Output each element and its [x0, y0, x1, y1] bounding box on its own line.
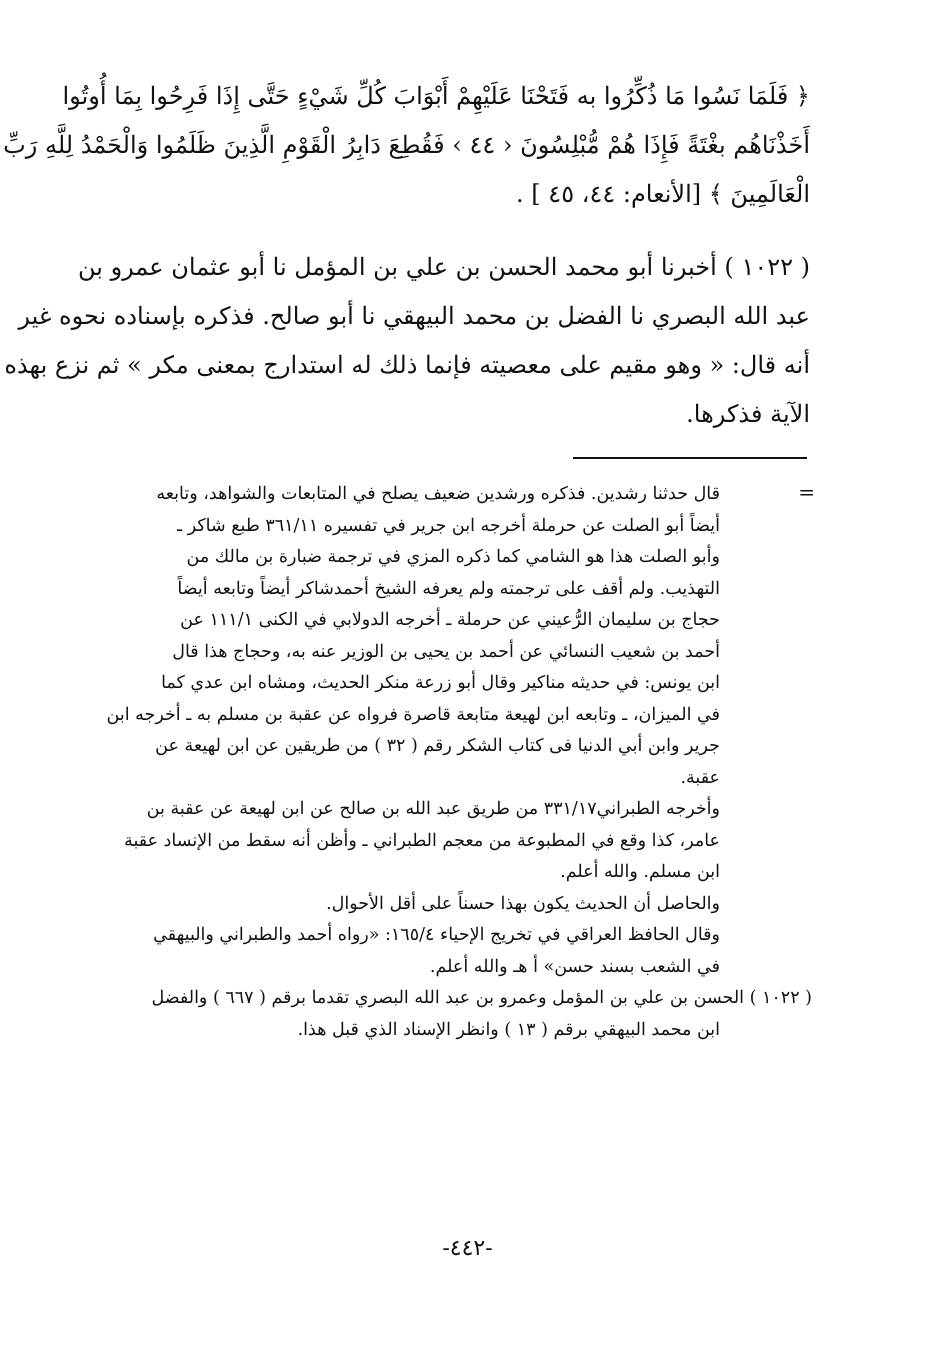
footnote-line: عقبة.: [680, 767, 720, 788]
footnote-line: ابن يونس: في حديثه مناكير وقال أبو زرعة منكر الحديث، ومشاه ابن عدي كما: [161, 673, 720, 693]
footnote-divider: [573, 457, 807, 459]
footnote-line: والحاصل أن الحديث يكون بهذا حسناً على أقل الأحوال.: [326, 893, 720, 914]
hadith-line: أنه قال: « وهو مقيم على معصيته فإنما ذلك له استدارج بمعنى مكر » ثم نزع بهذه: [4, 351, 810, 379]
quran-verse-line: الْعَالَمِينَ ﴾ [الأنعام: ٤٤، ٤٥ ] .: [516, 180, 810, 208]
quran-verse-line: ﴿ فَلَمَا نَسُوا مَا ذُكِّرُوا به فَتَحْنَا عَلَيْهِمْ أَبْوَابَ كُلِّ شَيْءٍ حَتَّى إِذَا فَرِحُوا بِمَا أُوتُوا: [62, 82, 810, 110]
footnote-line: ( ١٠٢٢ ) الحسن بن علي بن المؤمل وعمرو بن عبد الله البصري تقدما برقم ( ٦٦٧ ) والفضل: [151, 988, 812, 1008]
footnote-line: جرير وابن أبي الدنيا فى كتاب الشكر رقم ( ٣٢ ) من طريقين عن ابن لهيعة عن: [155, 736, 720, 756]
footnote-line: قال حدثنا رشدين. فذكره ورشدين ضعيف يصلح في المتابعات والشواهد، وتابعه: [156, 484, 720, 504]
footnote-line: ابن مسلم. والله أعلم.: [560, 862, 720, 882]
footnotes: [100, 479, 812, 1046]
hadith-line: ( ١٠٢٢ ) أخبرنا أبو محمد الحسن بن علي بن المؤمل نا أبو عثمان عمرو بن: [78, 253, 810, 281]
footnote-line: أحمد بن شعيب النسائي عن أحمد بن يحيى بن الوزير عنه به، وحجاج هذا قال: [172, 641, 720, 662]
footnote-line: وأبو الصلت هذا هو الشامي كما ذكره المزي في ترجمة ضبارة بن مالك من: [186, 547, 720, 567]
hadith-line: عبد الله البصري نا الفضل بن محمد البيهقي نا أبو صالح. فذكره بإسناده نحوه غير: [18, 302, 810, 330]
footnote-line: أيضاً أبو الصلت عن حرملة أخرجه ابن جرير في تفسيره ٣٦١/١١ طبع شاكر ـ: [177, 515, 720, 536]
hadith-line: الآية فذكرها.: [686, 400, 810, 428]
continuation-marker: =: [798, 480, 815, 504]
footnote-line: وأخرجه الطبراني٣٣١/١٧ من طريق عبد الله بن صالح عن ابن لهيعة عن عقبة بن: [146, 799, 720, 819]
page-number: -٤٤٢-: [442, 1236, 493, 1261]
footnote-line: التهذيب. ولم أقف على ترجمته ولم يعرفه الشيخ أحمدشاكر أيضاً وتابعه أيضاً: [177, 578, 720, 599]
footnote-line: وقال الحافظ العراقي في تخريج الإحياء ١٦٥/٤: «رواه أحمد والطبراني والبيهقي: [153, 925, 720, 945]
quran-verse-line: أَخَذْنَاهُم بغْتَةً فَإِذَا هُمْ مُّبْلِسُونَ ‹ ٤٤ › فَقُطِعَ دَابِرُ الْقَوْمِ الَّذِينَ ظَلَمُوا وَالْحَمْدُ لِلَّهِ رَبِّ: [3, 131, 810, 159]
footnote-line: ابن محمد البيهقي برقم ( ١٣ ) وانظر الإسناد الذي قبل هذا.: [297, 1019, 720, 1040]
footnote-line: حجاج بن سليمان الرُّعيني عن حرملة ـ أخرجه الدولابي في الكنى ١١١/١ عن: [180, 610, 720, 630]
footnote-line: في الميزان، ـ وتابعه ابن لهيعة متابعة قاصرة فرواه عن عقبة بن مسلم به ـ أخرجه ابن: [106, 704, 720, 725]
main-text: [3, 72, 810, 439]
footnote-line: في الشعب بسند حسن» أ هـ والله أعلم.: [429, 956, 720, 977]
footnote-line: عامر، كذا وقع في المطبوعة من معجم الطبراني ـ وأظن أنه سقط من الإنساد عقبة: [124, 830, 720, 851]
